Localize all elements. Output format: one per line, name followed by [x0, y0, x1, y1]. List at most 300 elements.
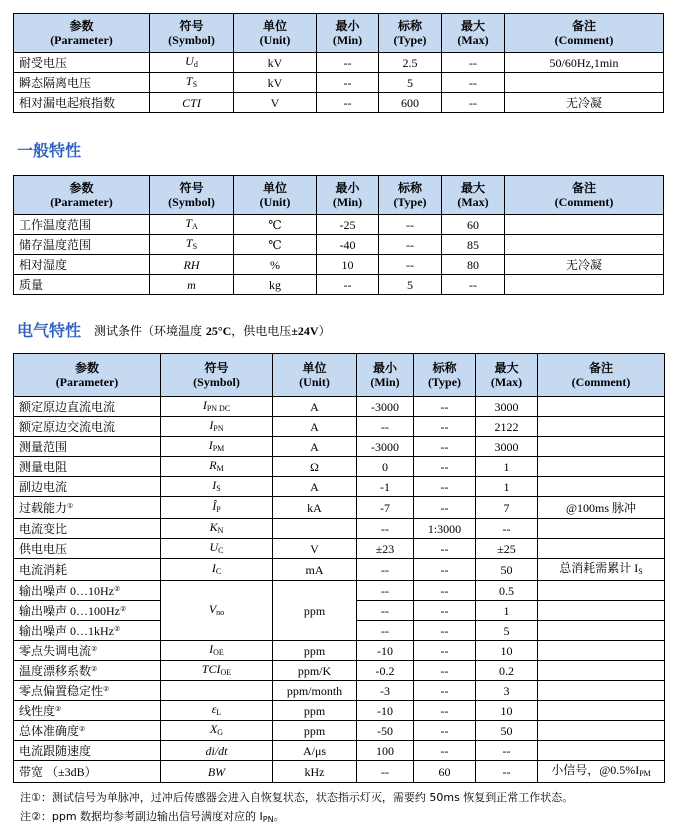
- unit-cell: ppm: [273, 641, 357, 661]
- type-cell: 2.5: [379, 53, 442, 73]
- symbol-subscript: S: [216, 483, 221, 493]
- unit-cell: kA: [273, 497, 357, 519]
- param-cell: [14, 721, 161, 741]
- comment-cell: [505, 275, 664, 295]
- param-cell: [14, 397, 161, 417]
- symbol-subscript: S: [192, 79, 198, 89]
- note-marker: ②: [114, 584, 121, 593]
- param-label: 线性度: [19, 703, 56, 718]
- min-cell: -1: [357, 477, 414, 497]
- symbol-subscript: G: [217, 727, 224, 737]
- min-cell: --: [357, 519, 414, 539]
- param-cell: [14, 621, 161, 641]
- symbol-subscript: S: [192, 241, 198, 251]
- param-label: 储存温度范围: [19, 237, 92, 252]
- symbol-subscript: P: [216, 504, 221, 514]
- max-cell: 5: [476, 621, 538, 641]
- comment-subscript: S: [638, 566, 643, 576]
- max-cell: --: [442, 53, 505, 73]
- type-header: 标称 (Type): [379, 14, 442, 53]
- type-cell: --: [414, 539, 476, 559]
- symbol-cell: [150, 235, 234, 255]
- comment-cell: [538, 661, 665, 681]
- max-header: 最大 (Max): [442, 14, 505, 53]
- max-cell: 1: [476, 601, 538, 621]
- unit-cell: A: [273, 437, 357, 457]
- max-cell: 50: [476, 559, 538, 581]
- symbol-header: 符号 (Symbol): [150, 176, 234, 215]
- comment-text: 小信号，@0.5%I: [551, 762, 640, 777]
- min-cell: -40: [317, 235, 379, 255]
- comment-cell: [538, 761, 665, 783]
- symbol-cell: [161, 437, 273, 457]
- max-cell: 3000: [476, 397, 538, 417]
- unit-cell: ppm: [273, 581, 357, 641]
- param-cell: [14, 661, 161, 681]
- type-cell: --: [379, 255, 442, 275]
- max-header: 最大 (Max): [476, 354, 538, 397]
- param-cell: [14, 559, 161, 581]
- comment-cell: [538, 559, 665, 581]
- note-marker: ②: [103, 684, 110, 693]
- note-marker: ②: [91, 644, 98, 653]
- symbol-cell: [161, 457, 273, 477]
- param-label: 供电电压: [19, 541, 68, 556]
- min-cell: -3: [357, 681, 414, 701]
- symbol-subscript: L: [216, 707, 222, 717]
- type-cell: --: [414, 437, 476, 457]
- symbol-cell: [161, 397, 273, 417]
- note-marker: ②: [120, 604, 127, 613]
- comment-text: 总消耗需累计 I: [559, 560, 639, 575]
- min-cell: -3000: [357, 397, 414, 417]
- param-cell: [14, 641, 161, 661]
- comment-cell: [538, 641, 665, 661]
- comment-cell: [538, 477, 665, 497]
- comment-cell: [538, 519, 665, 539]
- symbol-text: BW: [207, 764, 226, 779]
- max-cell: 80: [442, 255, 505, 275]
- param-label: 工作温度范围: [19, 217, 92, 232]
- symbol-cell: [150, 73, 234, 93]
- comment-cell: [505, 53, 664, 73]
- table-row: [14, 53, 664, 73]
- max-cell: 10: [476, 641, 538, 661]
- symbol-cell: [150, 275, 234, 295]
- max-cell: ±25: [476, 539, 538, 559]
- symbol-cell: [161, 761, 273, 783]
- symbol-text: V: [208, 601, 217, 616]
- note-marker: ②: [91, 664, 98, 673]
- unit-cell: A: [273, 397, 357, 417]
- param-cell: [14, 255, 150, 275]
- unit-cell: ppm: [273, 721, 357, 741]
- type-cell: --: [379, 235, 442, 255]
- table-row: [14, 255, 664, 275]
- max-cell: 1: [476, 477, 538, 497]
- max-cell: --: [476, 519, 538, 539]
- table-row: [14, 215, 664, 235]
- comment-text: 无冷凝: [565, 95, 602, 110]
- max-cell: --: [442, 73, 505, 93]
- symbol-cell: [161, 581, 273, 641]
- min-cell: 10: [317, 255, 379, 275]
- min-cell: -0.2: [357, 661, 414, 681]
- symbol-text: K: [209, 519, 218, 534]
- param-label: 零点偏置稳定性: [19, 683, 104, 698]
- max-cell: 7: [476, 497, 538, 519]
- comment-cell: [538, 539, 665, 559]
- symbol-text: I: [209, 641, 214, 656]
- symbol-cell: [161, 477, 273, 497]
- symbol-subscript: PN DC: [206, 403, 231, 413]
- table-row: [14, 397, 665, 417]
- unit-cell: mA: [273, 559, 357, 581]
- table-row: [14, 559, 665, 581]
- max-cell: 3: [476, 681, 538, 701]
- symbol-text: RH: [183, 257, 200, 272]
- unit-cell: kg: [234, 275, 317, 295]
- min-header: 最小 (Min): [357, 354, 414, 397]
- type-cell: 5: [379, 275, 442, 295]
- type-cell: --: [379, 215, 442, 235]
- test-condition: 测试条件（环境温度 25°C，供电电压±24V）: [94, 324, 331, 338]
- table-row: [14, 539, 665, 559]
- comment-cell: [505, 73, 664, 93]
- unit-cell: V: [273, 539, 357, 559]
- max-cell: 1: [476, 457, 538, 477]
- table-row: [14, 477, 665, 497]
- table-header-row: [14, 354, 665, 397]
- unit-cell: ℃: [234, 215, 317, 235]
- symbol-text: T: [185, 215, 192, 230]
- param-cell: [14, 601, 161, 621]
- min-cell: -7: [357, 497, 414, 519]
- comment-cell: [538, 397, 665, 417]
- unit-cell: ppm: [273, 701, 357, 721]
- symbol-cell: [161, 417, 273, 437]
- symbol-subscript: OE: [213, 647, 224, 657]
- symbol-text: U: [185, 53, 194, 68]
- comment-text: 50/60Hz,1min: [549, 55, 619, 70]
- unit-header: 单位 (Unit): [234, 14, 317, 53]
- table-row: [14, 519, 665, 539]
- table-row: [14, 681, 665, 701]
- min-cell: -10: [357, 701, 414, 721]
- comment-cell: [538, 437, 665, 457]
- comment-cell: [538, 621, 665, 641]
- symbol-cell: [161, 641, 273, 661]
- min-cell: --: [357, 621, 414, 641]
- symbol-cell: [161, 701, 273, 721]
- unit-cell: [273, 519, 357, 539]
- symbol-text: m: [187, 277, 196, 292]
- table-row: [14, 581, 665, 601]
- param-cell: [14, 235, 150, 255]
- type-cell: --: [414, 721, 476, 741]
- symbol-cell: [161, 559, 273, 581]
- param-cell: [14, 539, 161, 559]
- table-row: [14, 437, 665, 457]
- symbol-text: ε: [211, 701, 217, 716]
- type-cell: --: [414, 681, 476, 701]
- unit-cell: kV: [234, 53, 317, 73]
- symbol-header: 符号 (Symbol): [161, 354, 273, 397]
- symbol-cell: [161, 741, 273, 761]
- param-cell: [14, 519, 161, 539]
- unit-header: 单位 (Unit): [273, 354, 357, 397]
- table-row: [14, 701, 665, 721]
- unit-header: 单位 (Unit): [234, 176, 317, 215]
- max-cell: 50: [476, 721, 538, 741]
- comment-cell: [505, 93, 664, 113]
- min-cell: 0: [357, 457, 414, 477]
- symbol-text: TCI: [201, 661, 221, 676]
- unit-cell: ppm/K: [273, 661, 357, 681]
- section-title-general: 一般特性: [17, 141, 82, 160]
- param-label: 温度漂移系数: [19, 663, 92, 678]
- symbol-text: I: [208, 437, 213, 452]
- type-cell: --: [414, 497, 476, 519]
- unit-cell: kHz: [273, 761, 357, 783]
- table-row: [14, 93, 664, 113]
- unit-cell: V: [234, 93, 317, 113]
- param-label: 带宽 （±3dB）: [19, 764, 97, 779]
- param-cell: [14, 437, 161, 457]
- unit-cell: ℃: [234, 235, 317, 255]
- param-label: 总体准确度: [19, 723, 80, 738]
- symbol-text: Î: [212, 498, 217, 513]
- unit-cell: A: [273, 417, 357, 437]
- isolation-table: [13, 13, 664, 113]
- table-row: [14, 721, 665, 741]
- max-cell: --: [476, 761, 538, 783]
- unit-cell: %: [234, 255, 317, 275]
- comment-header: 备注 (Comment): [505, 176, 664, 215]
- max-cell: 3000: [476, 437, 538, 457]
- comment-text: @100ms 脉冲: [565, 500, 637, 515]
- table-row: [14, 457, 665, 477]
- param-label: 瞬态隔离电压: [19, 75, 92, 90]
- param-cell: [14, 681, 161, 701]
- min-cell: --: [317, 275, 379, 295]
- type-cell: --: [414, 417, 476, 437]
- symbol-subscript: OE: [220, 667, 232, 677]
- max-cell: --: [442, 275, 505, 295]
- table-header-row: [14, 14, 664, 53]
- symbol-cell: [150, 53, 234, 73]
- section-title-electrical: 电气特性: [17, 321, 82, 340]
- symbol-text: T: [185, 235, 193, 250]
- type-cell: 600: [379, 93, 442, 113]
- comment-cell: [538, 681, 665, 701]
- table-row: [14, 641, 665, 661]
- min-cell: --: [357, 761, 414, 783]
- type-cell: --: [414, 641, 476, 661]
- type-cell: 1:3000: [414, 519, 476, 539]
- comment-text: 无冷凝: [565, 257, 602, 272]
- symbol-subscript: C: [215, 566, 222, 576]
- type-cell: --: [414, 559, 476, 581]
- general-table: [13, 175, 664, 295]
- min-cell: ±23: [357, 539, 414, 559]
- min-cell: --: [317, 53, 379, 73]
- param-cell: [14, 417, 161, 437]
- min-header: 最小 (Min): [317, 14, 379, 53]
- min-cell: -10: [357, 641, 414, 661]
- param-label: 副边电流: [19, 479, 68, 494]
- table-row: [14, 73, 664, 93]
- comment-cell: [538, 601, 665, 621]
- type-cell: 5: [379, 73, 442, 93]
- note-marker: ①: [67, 501, 74, 510]
- symbol-cell: [161, 661, 273, 681]
- comment-cell: [538, 721, 665, 741]
- table-row: [14, 417, 665, 437]
- symbol-text: U: [209, 539, 219, 554]
- min-cell: --: [357, 581, 414, 601]
- max-cell: 2122: [476, 417, 538, 437]
- table-row: [14, 761, 665, 783]
- param-label: 过载能力: [19, 500, 68, 515]
- type-header: 标称 (Type): [414, 354, 476, 397]
- type-cell: --: [414, 397, 476, 417]
- param-label: 电流跟随速度: [19, 743, 92, 758]
- comment-cell: [538, 741, 665, 761]
- param-cell: [14, 581, 161, 601]
- comment-cell: [538, 701, 665, 721]
- type-cell: --: [414, 601, 476, 621]
- type-cell: --: [414, 581, 476, 601]
- symbol-cell: [150, 93, 234, 113]
- electrical-table: [13, 353, 665, 783]
- param-label: 输出噪声 0…1kHz: [19, 623, 114, 638]
- max-header: 最大 (Max): [442, 176, 505, 215]
- symbol-cell: [161, 497, 273, 519]
- symbol-subscript: no: [216, 607, 225, 617]
- param-cell: [14, 93, 150, 113]
- unit-cell: ppm/month: [273, 681, 357, 701]
- min-cell: --: [357, 601, 414, 621]
- param-label: 额定原边交流电流: [19, 419, 116, 434]
- min-cell: --: [317, 73, 379, 93]
- symbol-subscript: d: [193, 59, 198, 69]
- param-label: 电流消耗: [19, 562, 68, 577]
- symbol-text: T: [185, 73, 193, 88]
- param-cell: [14, 275, 150, 295]
- comment-cell: [538, 457, 665, 477]
- max-cell: 85: [442, 235, 505, 255]
- symbol-subscript: N: [217, 525, 224, 535]
- note-marker: ②: [114, 624, 121, 633]
- param-cell: [14, 761, 161, 783]
- comment-header: 备注 (Comment): [505, 14, 664, 53]
- param-cell: [14, 701, 161, 721]
- max-cell: --: [442, 93, 505, 113]
- symbol-text: R: [209, 457, 217, 472]
- table-row: [14, 661, 665, 681]
- param-label: 耐受电压: [19, 55, 68, 70]
- symbol-cell: [150, 255, 234, 275]
- symbol-text: CTI: [182, 95, 201, 110]
- symbol-cell: [161, 681, 273, 701]
- min-cell: --: [317, 93, 379, 113]
- symbol-subscript: PN: [213, 423, 224, 433]
- symbol-text: I: [202, 397, 207, 412]
- max-cell: --: [476, 741, 538, 761]
- param-cell: [14, 53, 150, 73]
- symbol-header: 符号 (Symbol): [150, 14, 234, 53]
- symbol-text: di/dt: [205, 743, 228, 758]
- comment-cell: [505, 255, 664, 275]
- symbol-text: I: [212, 477, 217, 492]
- min-cell: --: [357, 559, 414, 581]
- symbol-subscript: PM: [212, 443, 225, 453]
- unit-cell: kV: [234, 73, 317, 93]
- table-row: [14, 275, 664, 295]
- symbol-cell: [161, 721, 273, 741]
- symbol-cell: [150, 215, 234, 235]
- param-label: 测量电阻: [19, 459, 68, 474]
- min-cell: 100: [357, 741, 414, 761]
- comment-cell: [538, 581, 665, 601]
- min-cell: -50: [357, 721, 414, 741]
- type-cell: --: [414, 621, 476, 641]
- unit-cell: Ω: [273, 457, 357, 477]
- unit-cell: A/μs: [273, 741, 357, 761]
- type-cell: --: [414, 457, 476, 477]
- footnote-2: 注②：ppm 数据均参考副边输出信号满度对应的 $I_{PN}$。: [20, 810, 285, 824]
- type-cell: --: [414, 661, 476, 681]
- param-label: 相对湿度: [19, 257, 68, 272]
- unit-cell: A: [273, 477, 357, 497]
- min-cell: -3000: [357, 437, 414, 457]
- max-cell: 60: [442, 215, 505, 235]
- footnote-1: 注①：测试信号为单脉冲，过冲后传感器会进入自恢复状态，状态指示灯灭，需要约 50ms 恢复到正常工作状态。: [20, 791, 574, 804]
- symbol-text: I: [211, 560, 216, 575]
- param-cell: [14, 73, 150, 93]
- type-cell: --: [414, 701, 476, 721]
- symbol-text: X: [209, 721, 218, 736]
- max-cell: 10: [476, 701, 538, 721]
- comment-subscript: PM: [639, 768, 651, 778]
- symbol-subscript: A: [191, 221, 198, 231]
- note-marker: ②: [55, 704, 62, 713]
- param-header: 参数 (Parameter): [14, 176, 150, 215]
- param-header: 参数 (Parameter): [14, 14, 150, 53]
- comment-cell: [538, 497, 665, 519]
- table-row: [14, 497, 665, 519]
- symbol-subscript: M: [216, 463, 224, 473]
- table-row: [14, 235, 664, 255]
- symbol-subscript: C: [218, 545, 224, 555]
- symbol-cell: [161, 539, 273, 559]
- param-label: 质量: [19, 277, 44, 292]
- type-cell: --: [414, 741, 476, 761]
- param-label: 输出噪声 0…100Hz: [19, 603, 120, 618]
- type-cell: 60: [414, 761, 476, 783]
- param-label: 零点失调电流: [19, 643, 92, 658]
- max-cell: 0.2: [476, 661, 538, 681]
- param-cell: [14, 477, 161, 497]
- param-label: 测量范围: [19, 439, 68, 454]
- table-row: [14, 741, 665, 761]
- comment-cell: [538, 417, 665, 437]
- min-cell: -25: [317, 215, 379, 235]
- type-cell: --: [414, 477, 476, 497]
- table-header-row: [14, 176, 664, 215]
- note-marker: ②: [79, 724, 86, 733]
